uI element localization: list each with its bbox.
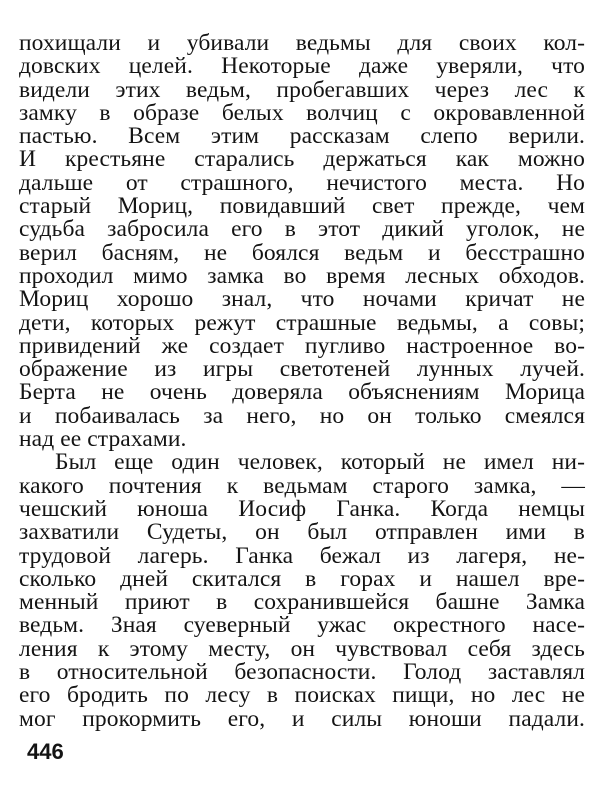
text-line: судьба забросила его в этот дикий уголок, не	[19, 216, 585, 243]
text-line: довских целей. Некоторые даже уверяли, что	[19, 53, 585, 80]
text-line: менный приют в сохранившейся башне Замка	[19, 589, 585, 616]
text-line: над ее страхами.	[19, 426, 187, 453]
text-line: замку в образе белых волчиц с окровавленной	[19, 99, 585, 126]
page-number: 446	[27, 739, 64, 764]
text-line: ображение из игры светотеней лунных лучей.	[19, 356, 585, 383]
text-line: захватили Судеты, он был отправлен ими в	[19, 519, 585, 546]
text-line: пастью. Всем этим рассказам слепо верили.	[19, 123, 585, 150]
text-line: дальше от страшного, нечистого места. Но	[19, 169, 585, 196]
text-line: проходил мимо замка во время лесных обходов.	[19, 262, 585, 289]
paragraph-1	[19, 32, 585, 451]
text-line: какого почтения к ведьмам старого замка, —	[19, 472, 585, 499]
text-line: его бродить по лесу в поисках пищи, но лес не	[19, 682, 585, 709]
text-line: мог прокормить его, и силы юноши падали.	[19, 705, 585, 732]
text-line: похищали и убивали ведьмы для своих кол-	[19, 30, 585, 56]
text-line: сколько дней скитался в горах и нашел вре-	[19, 565, 585, 592]
paragraph-2	[19, 451, 585, 731]
text-line: И крестьяне старались держаться как можно	[19, 146, 585, 173]
text-line: ления к этому месту, он чувствовал себя здесь	[19, 635, 585, 662]
text-line: трудовой лагерь. Ганка бежал из лагеря, не-	[19, 542, 585, 569]
text-line: Мориц хорошо знал, что ночами кричат не	[19, 286, 585, 313]
text-line: дети, которых режут страшные ведьмы, а совы;	[19, 309, 585, 336]
text-line: чешский юноша Иосиф Ганка. Когда немцы	[19, 495, 585, 522]
text-line: и побаивалась за него, но он только смеялся	[19, 402, 585, 429]
text-line: привидений же создает пугливо настроенное во-	[19, 332, 585, 359]
text-line: верил басням, не боялся ведьм и бесстрашно	[19, 239, 585, 266]
text-line: старый Мориц, повидавший свет прежде, чем	[19, 193, 585, 220]
text-line: Был еще один человек, который не имел ни-	[55, 449, 585, 476]
text-line: Берта не очень доверяла объяснениям Морица	[19, 379, 585, 406]
text-line: видели этих ведьм, пробегавших через лес к	[19, 76, 585, 103]
text-line: в относительной безопасности. Голод заставлял	[19, 659, 585, 686]
text-line: ведьм. Зная суеверный ужас окрестного насе-	[19, 612, 585, 639]
page-body	[19, 32, 585, 731]
